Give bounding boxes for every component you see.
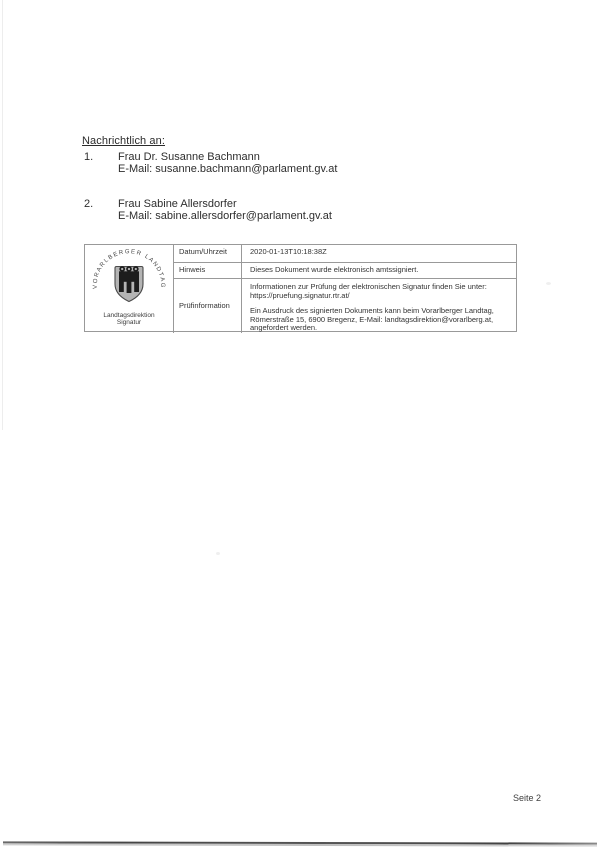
logo-caption-line2: Signatur xyxy=(116,319,142,327)
signature-info-table xyxy=(84,244,517,332)
pruefinformation-paragraph-1: Informationen zur Prüfung der elektronischen Signatur finden Sie unter: https://pruefung.signatur.rtr.at/ xyxy=(250,282,487,300)
recipient-number: 1. xyxy=(84,151,94,163)
scan-shadow-soft xyxy=(3,843,597,846)
logo-arc-text: VORARLBERGER LANDTAG xyxy=(92,249,166,289)
logo-caption-line1: Landtagsdirektion xyxy=(103,312,155,319)
recipient-item-1 xyxy=(84,151,337,176)
distribution-heading: Nachrichtlich an: xyxy=(82,135,166,147)
recipient-name: Frau Sabine Allersdorfer xyxy=(118,198,237,210)
signature-logo-cell xyxy=(85,245,173,333)
scan-speck xyxy=(546,282,551,285)
scan-speck xyxy=(216,552,220,555)
recipient-number: 2. xyxy=(84,198,94,210)
table-value-pruefinformation xyxy=(241,278,516,333)
table-value-hinweis: Dieses Dokument wurde elektronisch amtssigniert. xyxy=(241,262,516,278)
table-label-datum-uhrzeit: Datum/Uhrzeit xyxy=(173,245,241,262)
recipient-name: Frau Dr. Susanne Bachmann xyxy=(118,151,260,163)
recipient-email: E-Mail: sabine.allersdorfer@parlament.gv.at xyxy=(118,210,332,223)
vorarlberg-coat-of-arms-icon xyxy=(85,245,173,309)
table-label-hinweis: Hinweis xyxy=(173,262,241,278)
recipient-item-2 xyxy=(84,198,332,223)
page-number-label: Seite 2 xyxy=(513,793,542,803)
scan-edge-artifact xyxy=(2,0,3,430)
pruefinformation-paragraph-2: Ein Ausdruck des signierten Dokuments kann beim Vorarlberger Landtag, Römerstraße 15, 6900 Bregenz, E-Mail: landtagsdirektion@vorarlberg.at, angefordert werden. xyxy=(250,306,494,333)
table-value-datum-uhrzeit: 2020-01-13T10:18:38Z xyxy=(241,245,516,262)
table-label-pruefinformation: Prüfinformation xyxy=(173,278,241,333)
recipient-email: E-Mail: susanne.bachmann@parlament.gv.at xyxy=(118,163,338,176)
